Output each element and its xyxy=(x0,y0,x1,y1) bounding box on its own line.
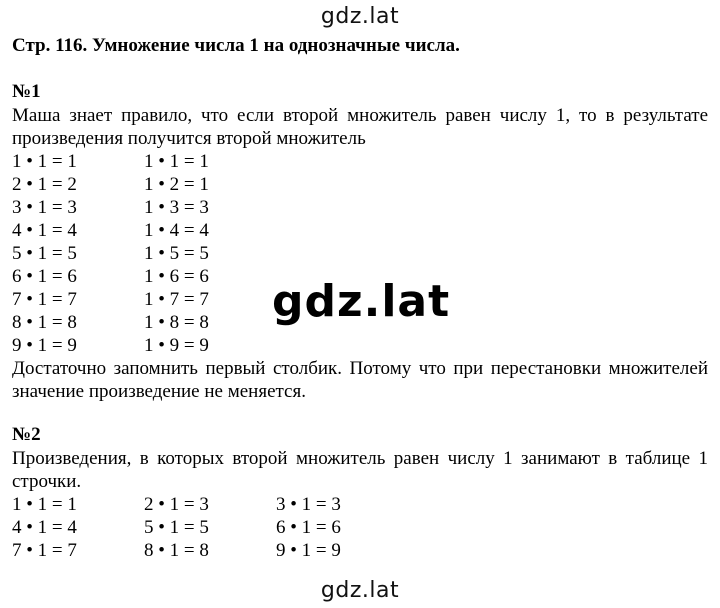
task-1-number: №1 xyxy=(12,81,41,102)
equation: 1 • 3 = 3 xyxy=(144,197,209,218)
page-title: Стр. 116. Умножение числа 1 на однозначные числа. xyxy=(12,35,460,56)
equation: 8 • 1 = 8 xyxy=(144,540,209,561)
task-2-number: №2 xyxy=(12,424,41,445)
equation: 9 • 1 = 9 xyxy=(276,540,341,561)
watermark-bottom: gdz.lat xyxy=(320,578,400,603)
task-1-intro: Маша знает правило, что если второй множитель равен числу 1, то в результате произведения получится второй множитель xyxy=(12,105,708,149)
equation: 1 • 1 = 1 xyxy=(12,494,77,515)
equation: 6 • 1 = 6 xyxy=(276,517,341,538)
task-1-equations xyxy=(12,150,708,357)
task-1 xyxy=(12,80,708,403)
equation: 3 • 1 = 3 xyxy=(12,197,77,218)
document-body xyxy=(12,34,708,562)
equation: 1 • 6 = 6 xyxy=(144,266,209,287)
equation: 1 • 5 = 5 xyxy=(144,243,209,264)
equation: 3 • 1 = 3 xyxy=(276,494,341,515)
equation: 1 • 9 = 9 xyxy=(144,335,209,356)
equation: 1 • 1 = 1 xyxy=(144,151,209,172)
equation: 1 • 4 = 4 xyxy=(144,220,209,241)
equation: 1 • 8 = 8 xyxy=(144,312,209,333)
task-2-intro: Произведения, в которых второй множитель равен числу 1 занимают в таблице 1 строчки. xyxy=(12,448,708,492)
equation: 1 • 2 = 1 xyxy=(144,174,209,195)
equation: 4 • 1 = 4 xyxy=(12,517,77,538)
equation: 4 • 1 = 4 xyxy=(12,220,77,241)
equation: 2 • 1 = 3 xyxy=(144,494,209,515)
equation: 1 • 1 = 1 xyxy=(12,151,77,172)
task-1-conclusion: Достаточно запомнить первый столбик. Потому что при перестановки множителей значение произведение не меняется. xyxy=(12,358,708,402)
task-2-equations xyxy=(12,493,708,562)
task-2 xyxy=(12,423,708,562)
equation: 9 • 1 = 9 xyxy=(12,335,77,356)
equation: 7 • 1 = 7 xyxy=(12,540,77,561)
equation: 7 • 1 = 7 xyxy=(12,289,77,310)
equation: 2 • 1 = 2 xyxy=(12,174,77,195)
equation: 5 • 1 = 5 xyxy=(12,243,77,264)
watermark-top: gdz.lat xyxy=(320,4,400,29)
watermark-center: gdz.lat xyxy=(272,276,451,327)
equation: 1 • 7 = 7 xyxy=(144,289,209,310)
equation: 8 • 1 = 8 xyxy=(12,312,77,333)
equation: 6 • 1 = 6 xyxy=(12,266,77,287)
equation: 5 • 1 = 5 xyxy=(144,517,209,538)
